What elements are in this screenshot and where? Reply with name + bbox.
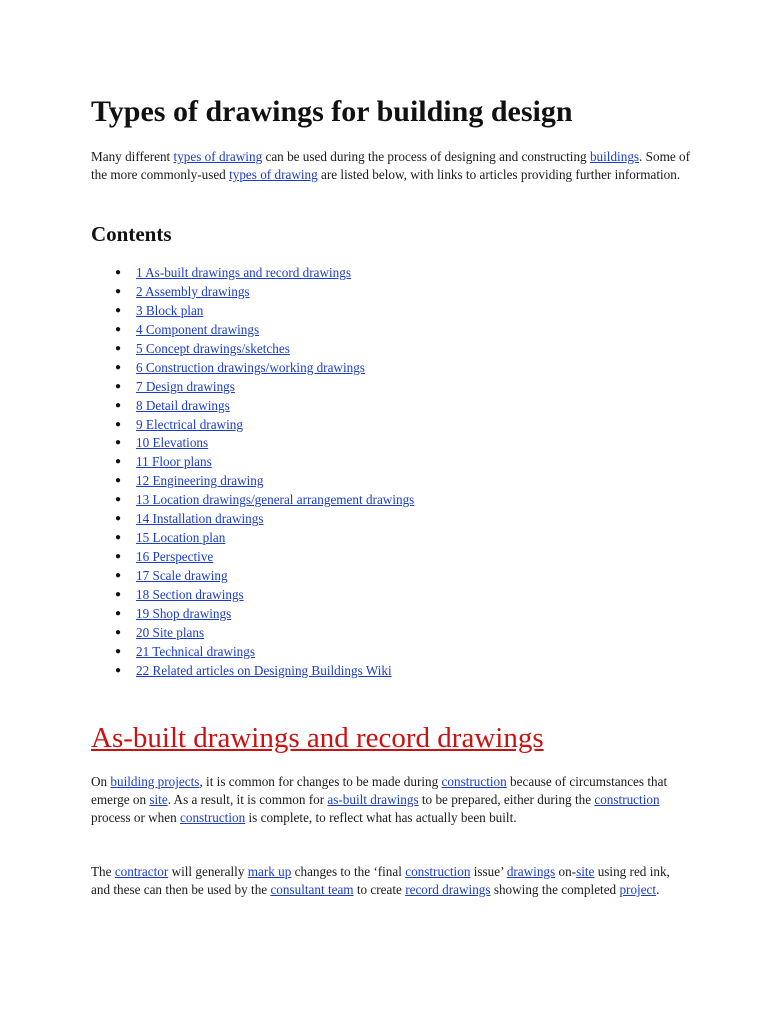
link-record-drawings[interactable]: record drawings (405, 882, 491, 897)
bullet-icon: ● (115, 570, 122, 581)
toc-item (91, 434, 691, 453)
toc-link[interactable]: 20 Site plans (136, 624, 205, 640)
toc-link[interactable]: 3 Block plan (136, 302, 204, 318)
toc-link[interactable]: 8 Detail drawings (136, 397, 230, 413)
toc-link[interactable]: 4 Component drawings (136, 321, 260, 337)
body-text: issue’ (470, 864, 507, 879)
bullet-icon: ● (115, 475, 122, 487)
toc-item (91, 378, 691, 397)
link-buildings[interactable]: buildings (589, 149, 640, 164)
body-text: changes to the ‘final (291, 864, 406, 879)
toc-item (91, 605, 691, 624)
toc-item (91, 416, 691, 435)
toc-item (91, 340, 691, 359)
body-paragraph (91, 773, 691, 827)
toc-link[interactable]: 1 As-built drawings and record drawings (136, 265, 351, 280)
bullet-icon: ● (115, 456, 122, 468)
toc-link[interactable]: 7 Design drawings (136, 378, 235, 394)
link-construction[interactable]: construction (594, 792, 660, 807)
toc-link[interactable]: 12 Engineering drawing (136, 473, 264, 489)
toc-item (91, 624, 691, 643)
bullet-icon: ● (115, 607, 122, 619)
body-text: process or when (91, 810, 180, 825)
toc-item (91, 567, 691, 586)
toc-link[interactable]: 16 Perspective (136, 549, 214, 565)
bullet-icon: ● (115, 588, 122, 600)
toc-link[interactable]: 6 Construction drawings/working drawings (136, 359, 365, 375)
link-drawings[interactable]: drawings (506, 864, 556, 879)
body-paragraph (91, 863, 691, 899)
toc-item (91, 302, 691, 321)
intro-text: are listed below, with links to articles providing further information. (317, 167, 681, 182)
toc-link[interactable]: 22 Related articles on Designing Buildings Wiki (136, 662, 392, 678)
table-of-contents (91, 264, 691, 681)
body-text: , it is common for changes to be made during (199, 774, 442, 789)
intro-text: . Some of the more commonly-used (91, 149, 690, 182)
bullet-icon: ● (115, 267, 122, 278)
bullet-icon: ● (115, 418, 122, 430)
body-text: on- (555, 864, 577, 879)
toc-item (91, 491, 691, 510)
toc-item (91, 529, 691, 548)
bullet-icon: ● (115, 304, 122, 316)
body-text: . As a result, it is common for (167, 792, 328, 807)
link-site[interactable]: site (149, 792, 168, 807)
body-text: using red ink, and these can then be used by the (91, 864, 670, 897)
toc-item (91, 510, 691, 529)
toc-link[interactable]: 18 Section drawings (136, 586, 244, 602)
bullet-icon: ● (115, 626, 122, 638)
toc-link[interactable]: 21 Technical drawings (136, 643, 255, 659)
link-building-projects[interactable]: building projects (110, 774, 200, 789)
body-text: On (91, 774, 111, 789)
toc-link[interactable]: 13 Location drawings/general arrangement drawings (136, 492, 415, 508)
bullet-icon: ● (115, 285, 122, 297)
bullet-icon: ● (115, 494, 122, 506)
link-construction[interactable]: construction (405, 864, 471, 879)
intro-text: can be used during the process of designing and constructing (262, 149, 590, 164)
section-heading[interactable]: As-built drawings and record drawings (91, 722, 544, 754)
body-text: to be prepared, either during the (418, 792, 595, 807)
toc-link[interactable]: 5 Concept drawings/sketches (136, 340, 290, 356)
link-contractor[interactable]: contractor (114, 864, 169, 879)
toc-item (91, 472, 691, 491)
bullet-icon: ● (115, 361, 122, 373)
toc-item (91, 548, 691, 567)
link-as-built-drawings[interactable]: as-built drawings (327, 792, 419, 807)
link-types-of-drawing[interactable]: types of drawing (173, 149, 263, 164)
toc-item (91, 643, 691, 662)
bullet-icon: ● (115, 664, 122, 676)
link-mark-up[interactable]: mark up (247, 864, 292, 879)
toc-link[interactable]: 9 Electrical drawing (136, 416, 243, 432)
toc-item (91, 321, 691, 340)
link-types-of-drawing[interactable]: types of drawing (229, 167, 318, 182)
bullet-icon: ● (115, 380, 122, 392)
link-construction[interactable]: construction (441, 774, 507, 789)
body-text: because of circumstances that emerge on (91, 774, 668, 807)
toc-item (91, 264, 691, 283)
toc-link[interactable]: 2 Assembly drawings (136, 283, 250, 299)
toc-item (91, 283, 691, 302)
toc-link[interactable]: 10 Elevations (136, 435, 209, 451)
bullet-icon: ● (115, 645, 122, 657)
link-project[interactable]: project (619, 882, 657, 897)
bullet-icon: ● (115, 513, 122, 525)
bullet-icon: ● (115, 399, 122, 411)
body-text: . (656, 882, 660, 897)
page-title: Types of drawings for building design (91, 95, 573, 128)
bullet-icon: ● (115, 323, 122, 335)
toc-link[interactable]: 14 Installation drawings (136, 511, 264, 527)
toc-link[interactable]: 15 Location plan (136, 530, 226, 546)
toc-link[interactable]: 17 Scale drawing (136, 568, 228, 583)
toc-item (91, 359, 691, 378)
bullet-icon: ● (115, 342, 122, 354)
body-text: is complete, to reflect what has actually been built. (245, 810, 517, 825)
toc-link[interactable]: 11 Floor plans (136, 454, 212, 470)
intro-paragraph (91, 148, 691, 184)
body-text: to create (353, 882, 406, 897)
toc-item (91, 586, 691, 605)
toc-item (91, 397, 691, 416)
intro-text: Many different (91, 149, 174, 164)
contents-heading: Contents (91, 222, 172, 246)
body-text: The (91, 864, 115, 879)
bullet-icon: ● (115, 437, 122, 449)
bullet-icon: ● (115, 551, 122, 563)
bullet-icon: ● (115, 532, 122, 544)
link-construction[interactable]: construction (180, 810, 246, 825)
toc-link[interactable]: 19 Shop drawings (136, 605, 232, 621)
body-text: showing the completed (490, 882, 620, 897)
body-text: will generally (168, 864, 248, 879)
link-site[interactable]: site (576, 864, 595, 879)
toc-item (91, 662, 691, 681)
link-consultant-team[interactable]: consultant team (270, 882, 354, 897)
toc-item (91, 453, 691, 472)
